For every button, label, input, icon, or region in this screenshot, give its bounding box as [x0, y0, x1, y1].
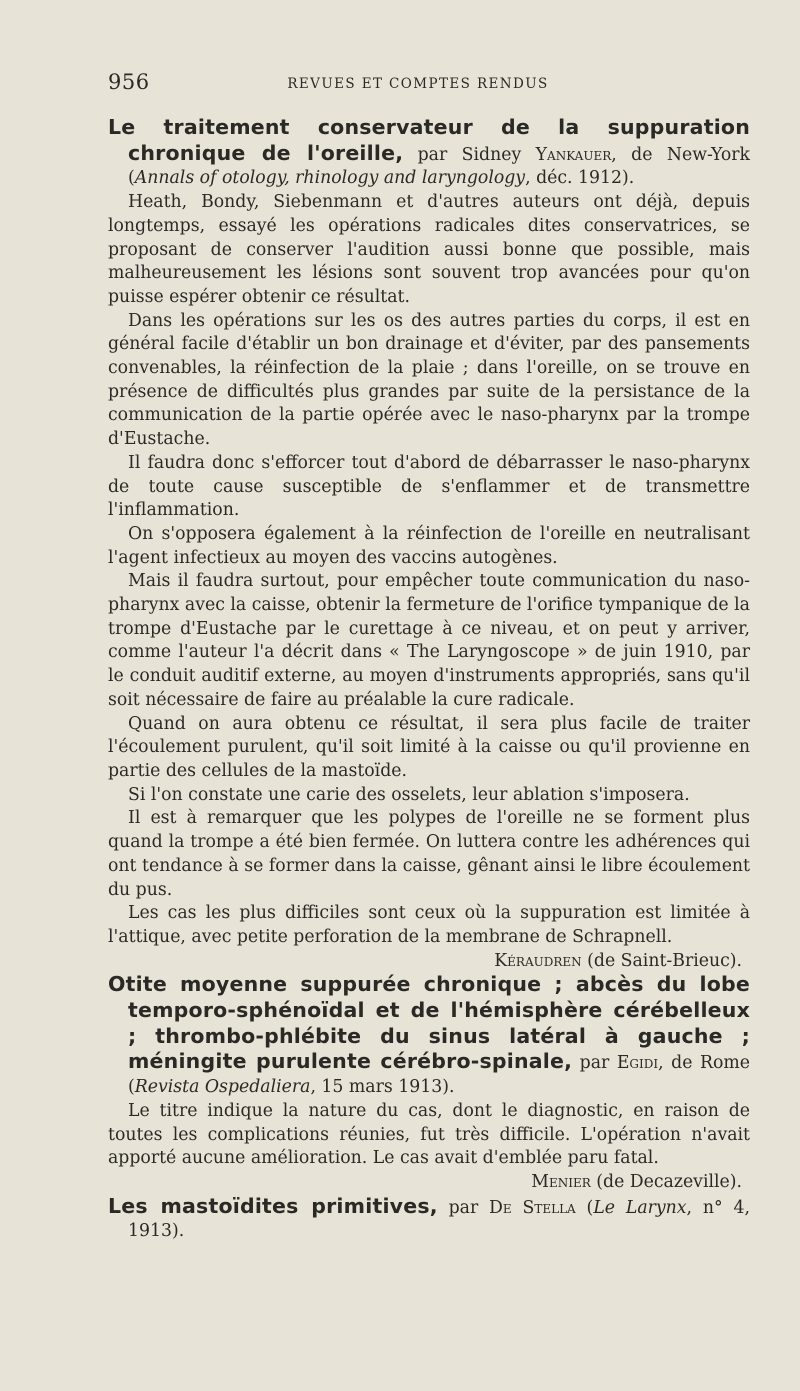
- article-3-origin: (: [575, 1197, 594, 1218]
- article-3-by: par: [437, 1197, 490, 1218]
- article-1-paragraph: Il faudra donc s'efforcer tout d'abord de débarrasser le naso-pharynx de toute cause susceptible de s'enflammer et de transmettre l'inflammation.: [108, 452, 750, 521]
- article-2-signature-place: (de Decazeville).: [590, 1171, 742, 1192]
- article-1-heading: [108, 116, 750, 191]
- article-1-title: Le traitement conservateur de la suppuration chronique de l'oreille,: [108, 115, 750, 165]
- article-3-date: , n° 4, 1913).: [128, 1197, 750, 1242]
- article-1-paragraph: Quand on aura obtenu ce résultat, il sera plus facile de traiter l'écoulement purulent, qu'il soit limité à la caisse ou qu'il provienne en partie des cellules de la mastoïde.: [108, 713, 750, 781]
- article-1-paragraph: Dans les opérations sur les os des autres parties du corps, il est en général facile d'établir un bon drainage et d'éviter, par des pansements convenables, la réinfection de la plaie ; dans l'oreille, on se trouve en présence de difficultés plus grandes par suite de la persistance de la communication de la partie opérée avec le naso-pharynx par la trompe d'Eustache.: [108, 310, 750, 450]
- article-2-signature: [108, 1171, 750, 1195]
- article-2-author: Egidi: [616, 1053, 659, 1074]
- page-number: 956: [108, 70, 150, 94]
- article-2-heading: [108, 973, 750, 1100]
- article-3-heading: [108, 1195, 750, 1244]
- article-1-paragraph: Mais il faudra surtout, pour empêcher toute communication du naso-pharynx avec la caisse, obtenir la fermeture de l'orifice tympanique de la trompe d'Eustache par le curettage à ce niveau, et on peut y arriver, comme l'auteur l'a décrit dans « The Laryngoscope » de juin 1910, par le conduit auditif externe, au moyen d'instruments appropriés, sans qu'il soit nécessaire de faire au préalable la cure radicale.: [108, 571, 750, 710]
- running-head: [108, 70, 728, 100]
- article-1-origin: , de New-York (: [128, 144, 750, 189]
- article-2-journal: Revista Ospedaliera: [134, 1077, 311, 1098]
- article-3-journal: Le Larynx: [593, 1197, 687, 1218]
- article-3-title: Les mastoïdites primitives,: [108, 1193, 438, 1218]
- article-1-signature-name: Kéraudren: [494, 950, 582, 971]
- article-2-paragraph: Le titre indique la nature du cas, dont le diagnostic, en raison de toutes les complications réunies, fut très difficile. L'opération n'avait apporté aucune amélioration. Le cas avait d'emblée paru fatal.: [108, 1100, 750, 1169]
- article-1-paragraph: Il est à remarquer que les polypes de l'oreille ne se forment plus quand la trompe a été bien fermée. On luttera contre les adhérences qui ont tendance à se former dans la caisse, gênant ainsi le libre écoulement du pus.: [108, 808, 750, 900]
- article-1-paragraph: On s'opposera également à la réinfection de l'oreille en neutralisant l'agent infectieux au moyen des vaccins autogènes.: [108, 523, 750, 568]
- article-1-by: par Sidney: [403, 144, 536, 165]
- article-1-signature: [108, 950, 750, 974]
- running-title: REVUES ET COMPTES RENDUS: [287, 76, 549, 92]
- article-1-signature-place: (de Saint-Brieuc).: [581, 950, 742, 971]
- article-2-by: par: [572, 1053, 617, 1074]
- page-content: [108, 116, 750, 1244]
- article-2-date: , 15 mars 1913).: [310, 1077, 455, 1098]
- article-1-date: , déc. 1912).: [525, 168, 635, 189]
- article-1-journal: Annals of otology, rhinology and laryngology: [134, 168, 526, 189]
- article-2-origin: , de Rome (: [128, 1053, 750, 1098]
- article-2-signature-name: Menier: [531, 1171, 591, 1192]
- article-1-paragraph: Les cas les plus difficiles sont ceux où la suppuration est limitée à l'attique, avec petite perforation de la membrane de Schrapnell.: [108, 903, 750, 947]
- article-3-author: De Stella: [489, 1197, 576, 1218]
- article-1-paragraph: Heath, Bondy, Siebenmann et d'autres auteurs ont déjà, depuis longtemps, essayé les opérations radicales dites conservatrices, se proposant de conserver l'audition aussi bonne que possible, mais malheureusement les lésions sont souvent trop avancées pour qu'on puisse espérer obtenir ce résultat.: [108, 192, 750, 307]
- article-2-title: Otite moyenne suppurée chronique ; abcès du lobe temporo-sphénoïdal et de l'hémisphère cérébelleux ; thrombo-phlébite du sinus latéral à gauche ; méningite purulente cérébro-spinale,: [108, 972, 750, 1074]
- article-1-author: Yankauer: [535, 144, 612, 165]
- article-1-paragraph: Si l'on constate une carie des osselets, leur ablation s'imposera.: [128, 784, 690, 805]
